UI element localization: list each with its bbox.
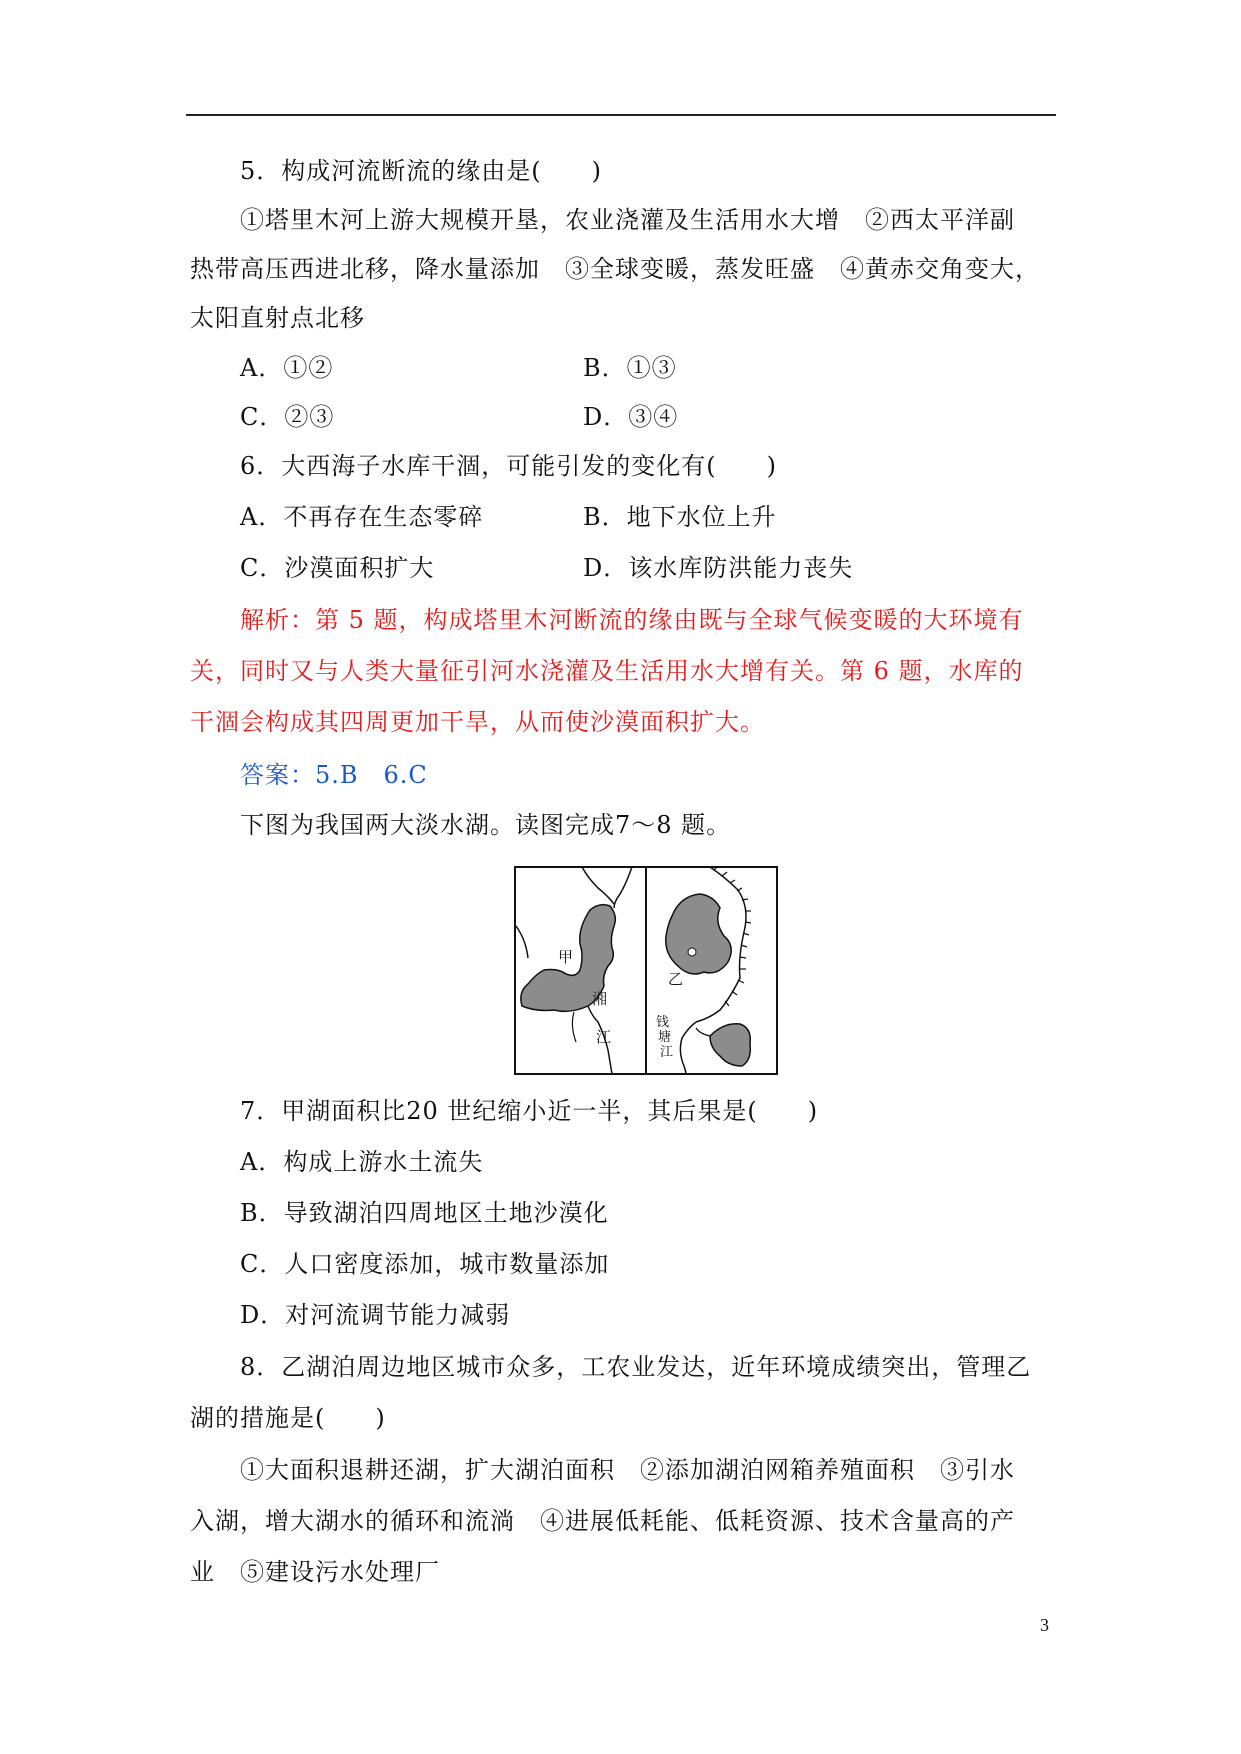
q5-choice-b: B．①③	[583, 354, 677, 382]
map-label-yi: 乙	[668, 970, 684, 988]
figure-intro: 下图为我国两大淡水湖。读图完成7～8 题。	[240, 811, 732, 839]
q6-choice-b: B．地下水位上升	[583, 503, 777, 531]
q5-option-line: 热带高压西进北移，降水量添加 ③全球变暖，蒸发旺盛 ④黄赤交角变大，	[190, 255, 1040, 283]
q5-choice-a: A．①②	[240, 354, 334, 382]
q5-choice-d: D．③④	[583, 403, 679, 431]
map-label-jiang2: 江	[660, 1045, 674, 1060]
q6-choice-c: C．沙漠面积扩大	[240, 554, 435, 582]
map-label-xiang: 湘	[592, 990, 608, 1008]
page-number: 3	[1040, 1615, 1049, 1635]
q8-stem: 湖的措施是( )	[190, 1404, 386, 1432]
q6-choice-d: D．该水库防洪能力丧失	[583, 554, 854, 582]
header-rule	[186, 114, 1056, 116]
map-label-jia: 甲	[558, 948, 574, 966]
q7-choice-a: A．构成上游水土流失	[240, 1148, 484, 1176]
q8-stem: 8．乙湖泊周边地区城市众多，工农业发达，近年环境成绩突出，管理乙	[240, 1353, 1032, 1381]
q7-stem: 7．甲湖面积比20 世纪缩小近一半，其后果是( )	[240, 1097, 819, 1125]
q5-stem: 5．构成河流断流的缘由是( )	[240, 157, 602, 185]
q5-option-line: ①塔里木河上游大规模开垦，农业浇灌及生活用水大增 ②西太平洋副	[240, 206, 1015, 234]
q8-option-line: 业 ⑤建设污水处理厂	[190, 1558, 440, 1586]
lakes-map-figure	[514, 866, 778, 1075]
q5-option-line: 太阳直射点北移	[190, 304, 365, 332]
q7-choice-b: B．导致湖泊四周地区土地沙漠化	[240, 1199, 609, 1227]
q5-choice-c: C．②③	[240, 403, 335, 431]
map-label-tang: 塘	[658, 1030, 672, 1045]
analysis-line: 关，同时又与人类大量征引河水浇灌及生活用水大增有关。第 6 题，水库的	[190, 657, 1024, 685]
analysis-line: 干涸会构成其四周更加干旱，从而使沙漠面积扩大。	[190, 708, 765, 736]
q8-option-line: ①大面积退耕还湖，扩大湖泊面积 ②添加湖泊网箱养殖面积 ③引水	[240, 1456, 1015, 1484]
map-label-qian: 钱	[656, 1015, 670, 1030]
q6-stem: 6．大西海子水库干涸，可能引发的变化有( )	[240, 452, 777, 480]
q7-choice-d: D．对河流调节能力减弱	[240, 1301, 511, 1329]
q8-option-line: 入湖，增大湖水的循环和流淌 ④进展低耗能、低耗资源、技术含量高的产	[190, 1507, 1015, 1535]
analysis-line: 解析：第 5 题，构成塔里木河断流的缘由既与全球气候变暖的大环境有	[240, 606, 1024, 634]
q6-choice-a: A．不再存在生态零碎	[240, 503, 484, 531]
answer-line: 答案：5.B 6.C	[240, 761, 428, 789]
map-label-jiang: 江	[596, 1028, 612, 1046]
q7-choice-c: C．人口密度添加，城市数量添加	[240, 1250, 610, 1278]
